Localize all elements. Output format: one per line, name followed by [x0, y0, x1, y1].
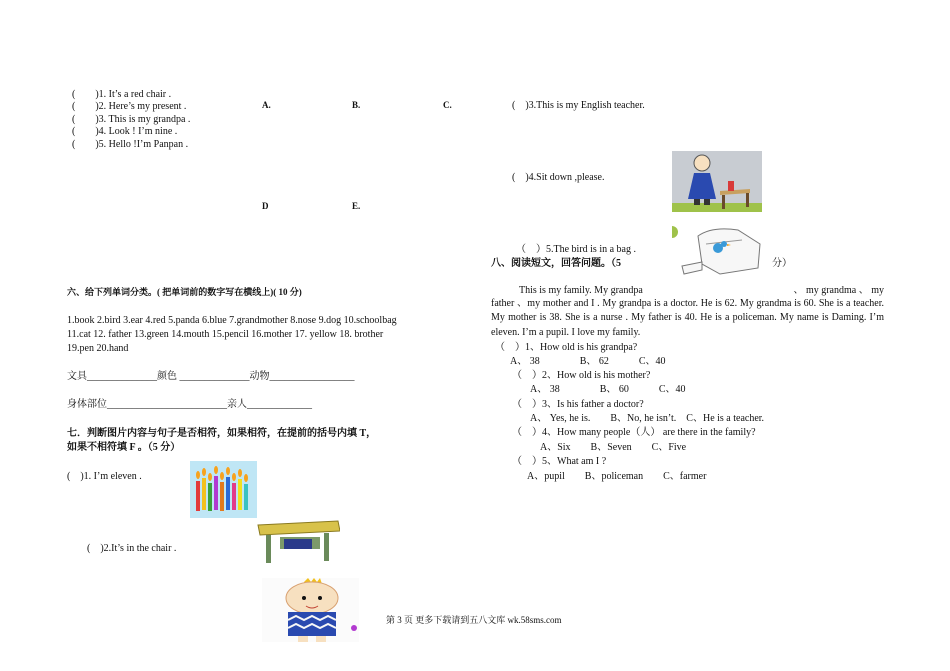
page-footer: 第 3 页 更多下载请到五八文库 wk.58sms.com [386, 615, 562, 625]
reading-q4: （ ）4、How many people（人） are there in the family? [512, 427, 756, 438]
reading-q4-options: A、Six B、Seven C、Five [540, 442, 687, 453]
bird-bag-image [672, 224, 772, 280]
option-label-b: B. [352, 100, 361, 110]
section7-q2: ( )2.It’s in the chair . [87, 543, 177, 554]
reading-q1-options: A、 38 B、 62 C、40 [510, 356, 666, 367]
reading-q1: （ ）1、How old is his grandpa? [495, 342, 638, 353]
section6-category-row1: 文具______________颜色 ______________动物_________________ [67, 371, 355, 382]
section6-words-line3: 19.pen 20.hand [67, 343, 129, 354]
section6-words-line2: 11.cat 12. father 13.green 14.mouth 15.pencil 16.mother 17. yellow 18. brother [67, 329, 384, 340]
reading-q2: （ ）2、How old is his mother? [512, 370, 651, 381]
reading-q3-options: A、 Yes, he is. B、No, he isn’t. C、He is a teacher. [530, 413, 765, 424]
passage-line1: This is my family. My grandpa [519, 285, 643, 296]
match-item-2: ( )2. Here’s my present . [72, 101, 187, 112]
section7-title-line1: 七．判断图片内容与句子是否相符，如果相符，在提前的括号内填 T， [67, 428, 377, 439]
section6-category-row2: 身体部位________________________亲人_____________ [67, 399, 312, 410]
section7-q1: ( )1. I’m eleven . [67, 471, 142, 482]
passage-line1-end: 、 my grandma 、 my [793, 285, 884, 296]
option-label-e: E. [352, 201, 361, 211]
reading-q5-options: A、pupil B、policeman C、farmer [527, 471, 707, 482]
option-label-c: C. [443, 100, 452, 110]
section8-title-end: 分） [772, 258, 792, 269]
match-item-1: ( )1. It’s a red chair . [72, 89, 172, 100]
match-item-4: ( )4. Look ! I’m nine . [72, 126, 178, 137]
section6-words-line1: 1.book 2.bird 3.ear 4.red 5.panda 6.blue 7.grandmother 8.nose 9.dog 10.schoolbag [67, 315, 397, 326]
candles-image [190, 461, 257, 518]
section6-title: 六、给下列单词分类。( 把单词前的数字写在横线上)( 10 分) [67, 287, 302, 297]
section8-title: 八、阅读短文，回答问题。（5 [491, 258, 621, 269]
match-item-5: ( )5. Hello !I’m Panpan . [72, 139, 189, 150]
sit-down-image [672, 151, 762, 212]
section7-q4: ( )4.Sit down ,please. [512, 172, 605, 183]
reading-q5: （ ）5、What am I ? [512, 456, 607, 467]
passage-body: father 、my mother and I . My grandpa is a doctor. He is 62. My grandma is 60. She is a teacher. My mother is 38. She is a nurse . My father is 40. He is a policeman. My name is Daming. I’m eleven. I’m a pupil. I love my family. [491, 298, 884, 338]
section7-q5: （ ）5.The bird is in a bag . [516, 244, 636, 255]
reading-q3: （ ）3、Is his father a doctor? [512, 399, 644, 410]
section7-q3: ( )3.This is my English teacher. [512, 100, 645, 111]
boy-image [262, 578, 359, 642]
option-label-a: A. [262, 100, 271, 110]
reading-q2-options: A、 38 B、 60 C、40 [530, 384, 686, 395]
match-item-3: ( )3. This is my grandpa . [72, 114, 191, 125]
option-label-d: D [262, 201, 269, 211]
section7-title-line2: 如果不相符填 F 。（5 分） [67, 442, 181, 453]
desk-image [254, 519, 340, 565]
